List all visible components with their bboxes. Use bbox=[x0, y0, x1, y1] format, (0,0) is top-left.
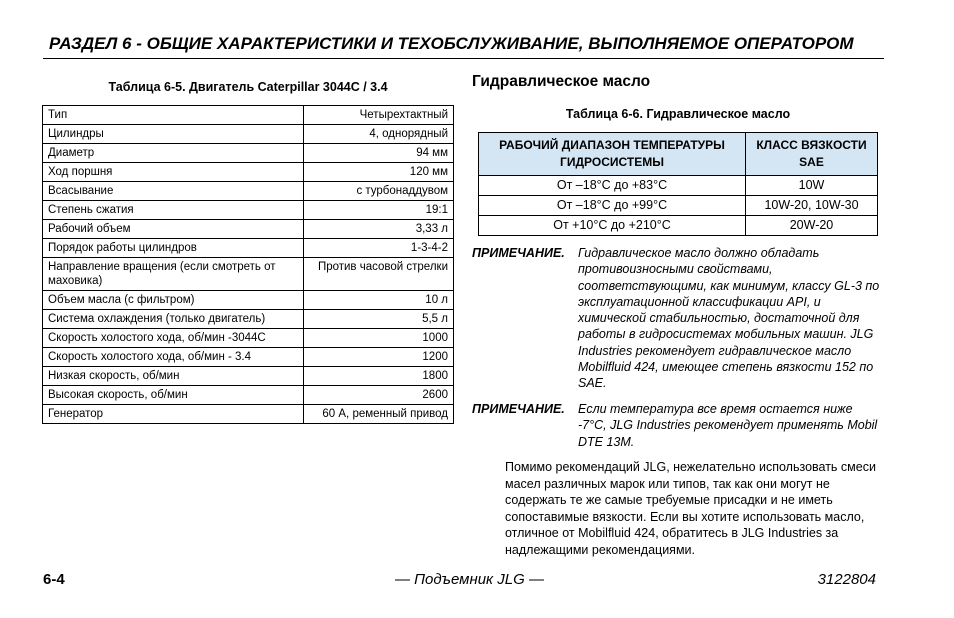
table-row bbox=[43, 310, 454, 329]
body-paragraph: Помимо рекомендаций JLG, нежелательно использовать смеси масел различных марок или типов, так как они могут не содержать те же самые требуемые присадки и не иметь сопоставимые вязкости. Если вы хотите использовать масло, отличное от Mobilfluid 424, обратитесь в JLG Industries за надлежащими рекомендациями. bbox=[505, 460, 876, 557]
hydraulic-oil-table bbox=[478, 132, 878, 236]
hydraulic-table-caption: Таблица 6-6. Гидравлическое масло bbox=[565, 107, 791, 121]
table-row bbox=[43, 144, 454, 163]
temp-range-header: РАБОЧИЙ ДИАПАЗОН ТЕМПЕРАТУРЫ ГИДРОСИСТЕМЫ bbox=[479, 133, 746, 176]
engine-table-caption: Таблица 6-5. Двигатель Caterpillar 3044C / 3.4 bbox=[108, 80, 388, 94]
spec-value: 1800 bbox=[304, 367, 454, 386]
table-row bbox=[43, 367, 454, 386]
table-row bbox=[43, 220, 454, 239]
table-row bbox=[43, 106, 454, 125]
table-row bbox=[43, 163, 454, 182]
table-row bbox=[43, 258, 454, 291]
spec-name: Тип bbox=[43, 106, 304, 125]
spec-name: Ход поршня bbox=[43, 163, 304, 182]
temp-range-cell: От –18°C до +99°C bbox=[479, 196, 746, 216]
spec-name: Генератор bbox=[43, 405, 304, 424]
spec-value: 4, однорядный bbox=[304, 125, 454, 144]
note-text: Гидравлическое масло должно обладать противоизносными свойствами, соответствующими, как минимум, классу GL-3 по эксплуатационной классификации API, и химической стабильностью, достаточной для работы в гидросистемах мобильных машин. JLG Industries рекомендует гидравлическое масло Mobilfluid 424, имеющее степень вязкости 152 по SAE. bbox=[578, 246, 880, 391]
note-label: ПРИМЕЧАНИЕ. bbox=[472, 402, 565, 416]
table-row bbox=[43, 201, 454, 220]
table-row bbox=[43, 348, 454, 367]
spec-name: Цилиндры bbox=[43, 125, 304, 144]
table-row bbox=[43, 386, 454, 405]
table-row bbox=[43, 405, 454, 424]
note-label: ПРИМЕЧАНИЕ. bbox=[472, 246, 565, 260]
note-text: Если температура все время остается ниже -7°C, JLG Industries рекомендует применять Mobil DTE 13M. bbox=[578, 402, 878, 449]
spec-value: 1000 bbox=[304, 329, 454, 348]
document-number: 3122804 bbox=[817, 571, 876, 588]
spec-value: 19:1 bbox=[304, 201, 454, 220]
page-number: 6-4 bbox=[43, 571, 65, 588]
section-title: Гидравлическое масло bbox=[472, 73, 651, 90]
spec-value: с турбонаддувом bbox=[304, 182, 454, 201]
spec-name: Степень сжатия bbox=[43, 201, 304, 220]
spec-name: Диаметр bbox=[43, 144, 304, 163]
spec-name: Скорость холостого хода, об/мин - 3.4 bbox=[43, 348, 304, 367]
sae-grade-cell: 20W-20 bbox=[746, 216, 878, 236]
table-row bbox=[43, 291, 454, 310]
spec-value: 5,5 л bbox=[304, 310, 454, 329]
note-1 bbox=[472, 245, 884, 392]
spec-name: Рабочий объем bbox=[43, 220, 304, 239]
spec-value: 120 мм bbox=[304, 163, 454, 182]
page-header: РАЗДЕЛ 6 - ОБЩИЕ ХАРАКТЕРИСТИКИ И ТЕХОБСЛУЖИВАНИЕ, ВЫПОЛНЯЕМОЕ ОПЕРАТОРОМ bbox=[49, 34, 854, 53]
spec-value: 60 А, ременный привод bbox=[304, 405, 454, 424]
engine-spec-table bbox=[42, 105, 454, 424]
table-row bbox=[43, 125, 454, 144]
table-row bbox=[43, 329, 454, 348]
spec-name: Высокая скорость, об/мин bbox=[43, 386, 304, 405]
spec-name: Скорость холостого хода, об/мин -3044C bbox=[43, 329, 304, 348]
table-row bbox=[43, 182, 454, 201]
spec-name: Порядок работы цилиндров bbox=[43, 239, 304, 258]
temp-range-cell: От –18°C до +83°C bbox=[479, 176, 746, 196]
spec-value: 94 мм bbox=[304, 144, 454, 163]
sae-grade-cell: 10W-20, 10W-30 bbox=[746, 196, 878, 216]
note-2 bbox=[472, 401, 884, 450]
spec-value: 2600 bbox=[304, 386, 454, 405]
header-divider bbox=[43, 58, 884, 59]
sae-grade-header: КЛАСС ВЯЗКОСТИ SAE bbox=[746, 133, 878, 176]
spec-name: Направление вращения (если смотреть от маховика) bbox=[43, 258, 304, 291]
table-header-row bbox=[479, 133, 878, 176]
spec-value: Против часовой стрелки bbox=[304, 258, 454, 291]
footer-title: — Подъемник JLG — bbox=[395, 571, 544, 588]
spec-value: Четырехтактный bbox=[304, 106, 454, 125]
spec-value: 1200 bbox=[304, 348, 454, 367]
spec-name: Система охлаждения (только двигатель) bbox=[43, 310, 304, 329]
table-row bbox=[479, 196, 878, 216]
sae-grade-cell: 10W bbox=[746, 176, 878, 196]
spec-value: 3,33 л bbox=[304, 220, 454, 239]
spec-name: Объем масла (с фильтром) bbox=[43, 291, 304, 310]
spec-name: Низкая скорость, об/мин bbox=[43, 367, 304, 386]
table-row bbox=[479, 216, 878, 236]
table-row bbox=[43, 239, 454, 258]
spec-value: 10 л bbox=[304, 291, 454, 310]
spec-value: 1-3-4-2 bbox=[304, 239, 454, 258]
spec-name: Всасывание bbox=[43, 182, 304, 201]
table-row bbox=[479, 176, 878, 196]
temp-range-cell: От +10°C до +210°C bbox=[479, 216, 746, 236]
